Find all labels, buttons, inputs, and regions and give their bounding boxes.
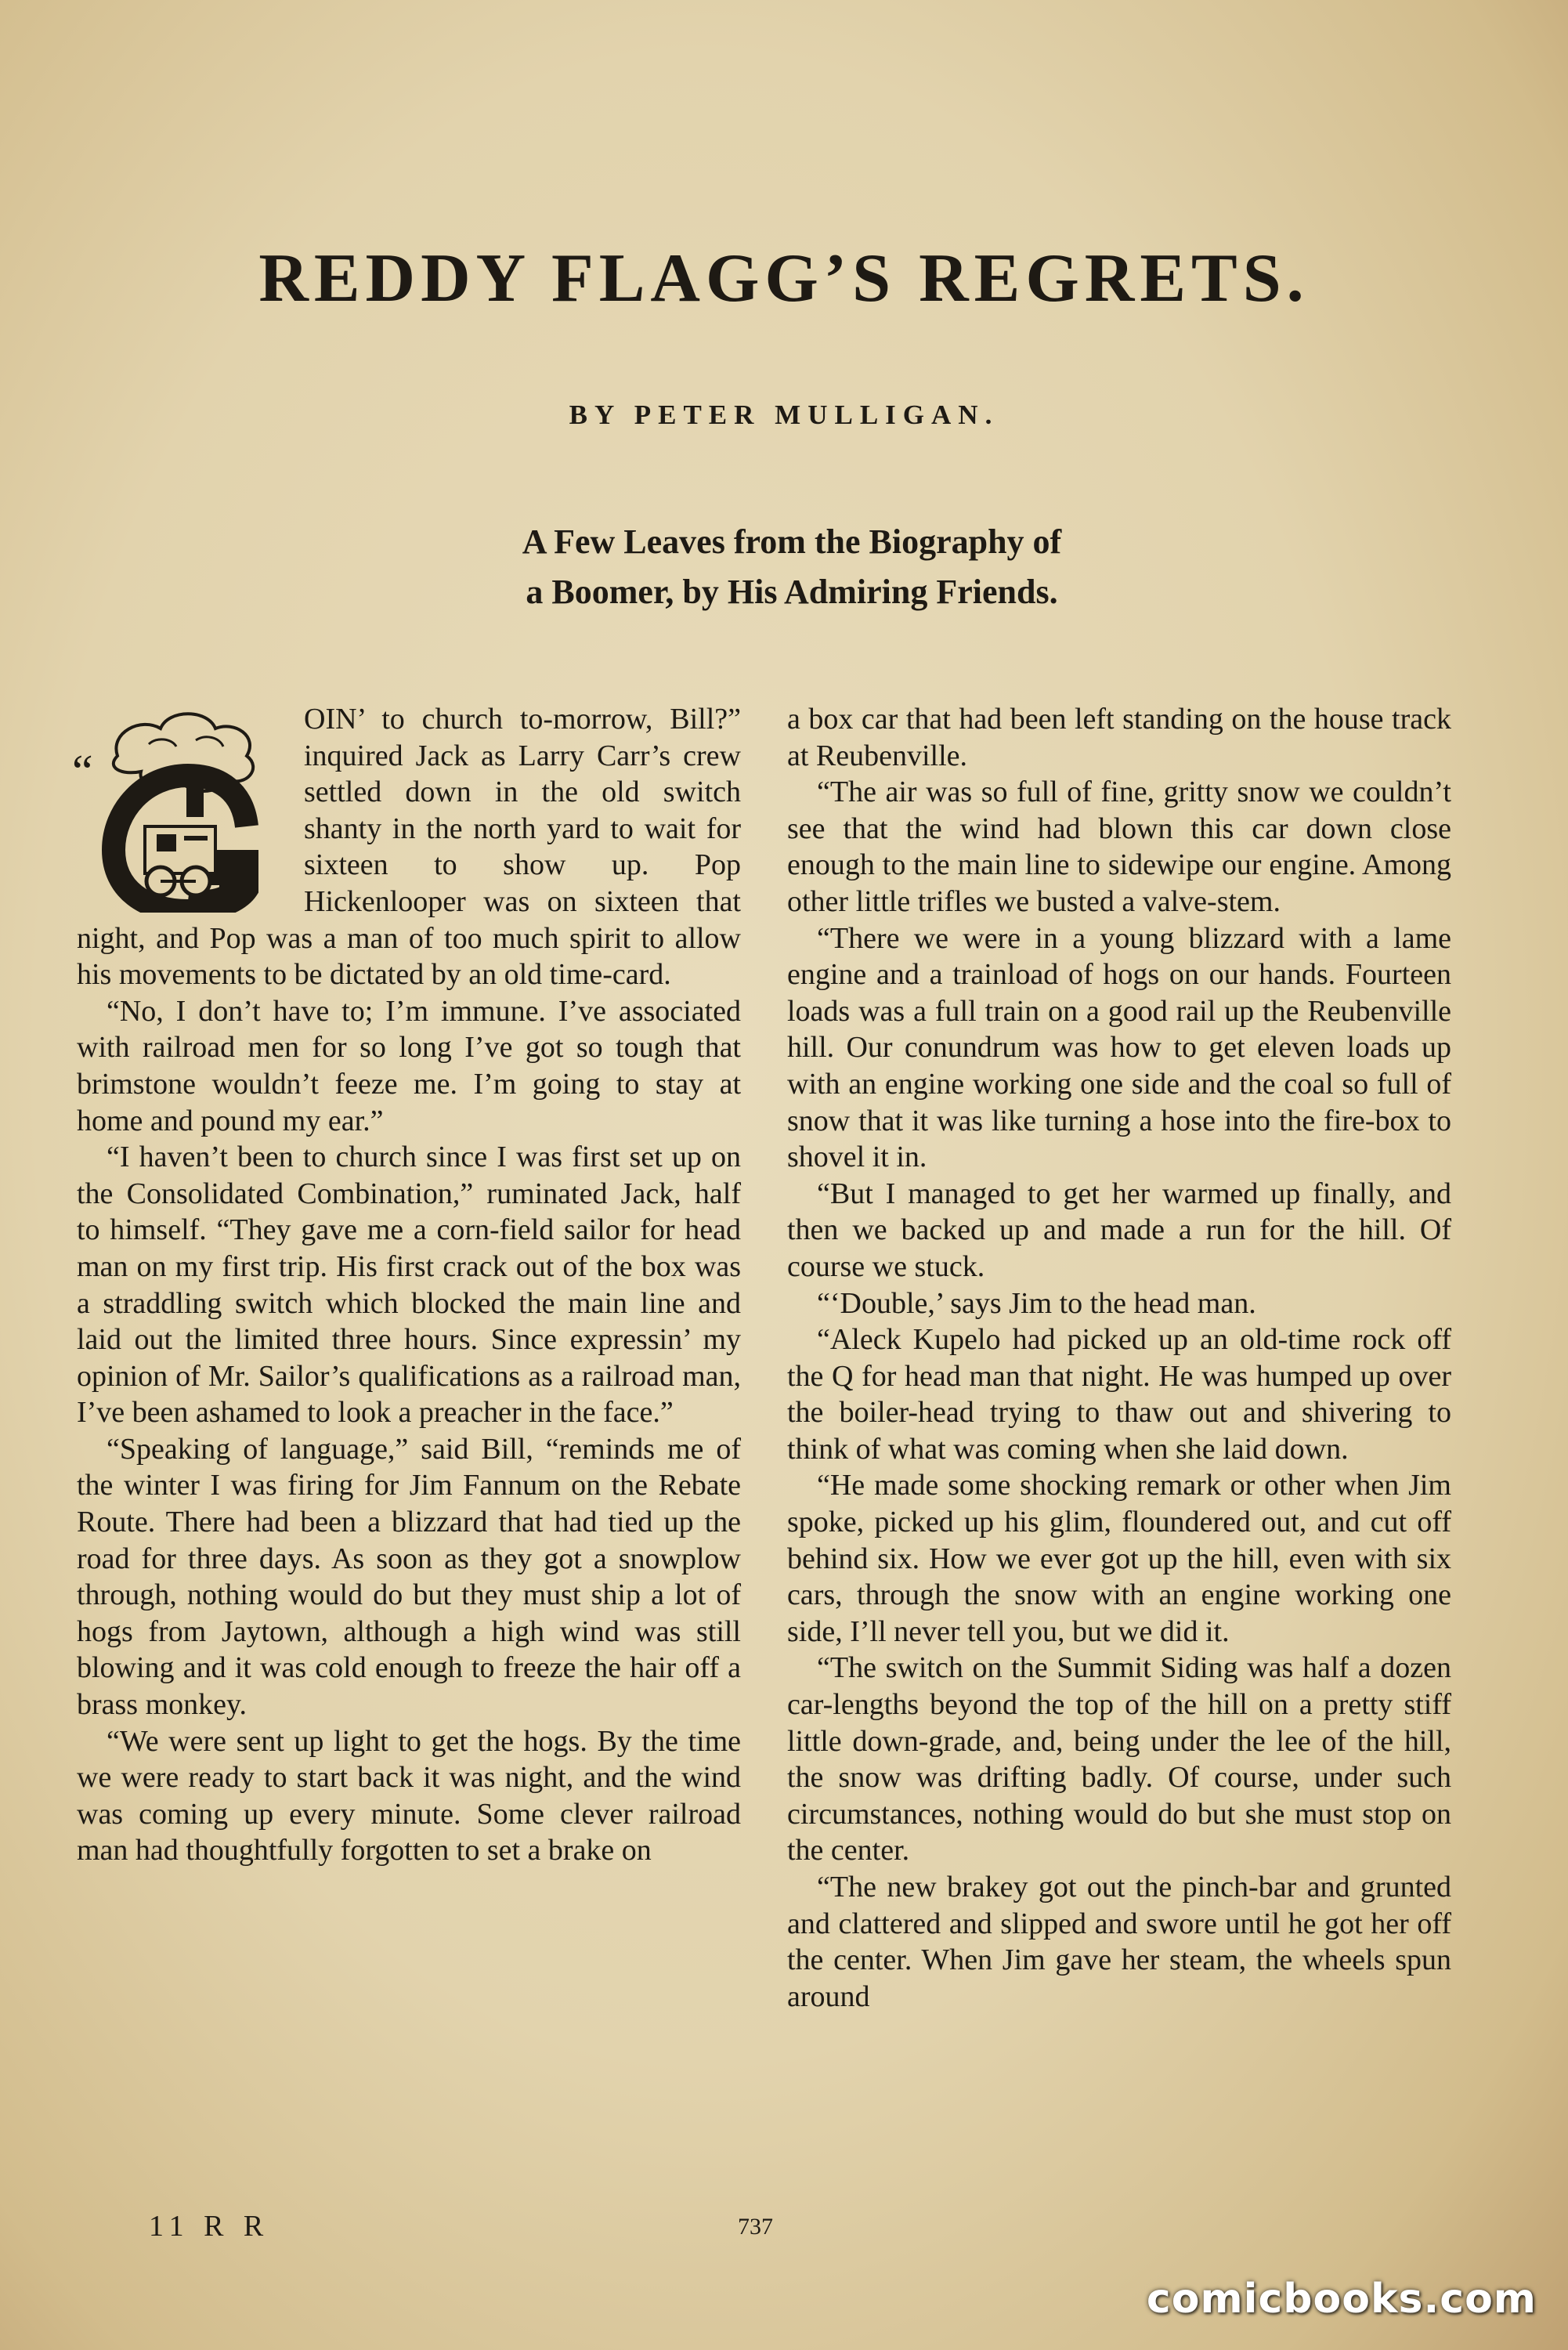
paragraph: “No, I don’t have to; I’m immune. I’ve associated with railroad men for so long I’ve got so tough that brimstone wouldn’t feeze me. I’m going to stay at home and pound my ear.” <box>77 994 741 1137</box>
subtitle-line-1: A Few Leaves from the Biography of <box>522 522 1062 561</box>
article-byline: BY PETER MULLIGAN. <box>569 400 999 430</box>
paragraph: “The new brakey got out the pinch-bar and grunted and clattered and slipped and swore until he got her off the center. When Jim gave her steam, the wheels spun around <box>787 1871 1451 2013</box>
paragraph: “The switch on the Summit Siding was half a dozen car-lengths beyond the top of the hill on a pretty stiff little down-grade, and, being under the lee of the hill, the snow was drifting badly. Of course, under such circumstances, nothing would do but she must stop on the center. <box>787 1651 1451 1867</box>
paragraph: “I haven’t been to church since I was first set up on the Consolidated Combination,” ruminated Jack, half to himself. “They gave me a corn-field sailor for head man on my first trip. His first crack out of the box was a straddling switch which blocked the main line and laid out the limited three hours. Since expressin’ my opinion of Mr. Sailor’s qualifications as a railroad man, I’ve been ashamed to look a preacher in the face.” <box>77 1141 741 1430</box>
paragraph: “There we were in a young blizzard with a lame engine and a trainload of hogs on our hands. Fourteen loads was a full train on a good rail up the Reubenville hill. Our conundrum was how to get eleven loads up with an engine working one side and the coal so full of snow that it was like turning a hose into the fire-box to shovel it in. <box>787 921 1451 1174</box>
paragraph: “‘Double,’ says Jim to the head man. <box>817 1286 1256 1320</box>
paragraph: “Speaking of language,” said Bill, “reminds me of the winter I was firing for Jim Fannum on the Rebate Route. There had been a blizzard that had tied up the road for three days. As soon as they got a snowplow through, nothing would do but they must ship a lot of hogs from Jaytown, although a high wind was still blowing and it was cold enough to freeze the hair off a brass monkey. <box>77 1432 741 1722</box>
paragraph: “He made some shocking remark or other when Jim spoke, picked up his glim, floundered out, and cut off behind six. How we ever got up the hill, even with six cars, through the snow with an engine working one side, I’ll never tell you, but we did it. <box>787 1469 1451 1648</box>
locomotive-smoke-icon <box>70 701 298 913</box>
paragraph: a box car that had been left standing on the house track at Reubenville. <box>787 703 1451 772</box>
left-column <box>72 701 741 1869</box>
paragraph: “The air was so full of fine, gritty snow we couldn’t see that the wind had blown this car down close enough to the main line to sidewipe our engine. Among other little trifles we busted a valve-stem. <box>787 776 1451 918</box>
paragraph: “But I managed to get her warmed up finally, and then we backed up and made a run for the hill. Of course we stuck. <box>787 1177 1451 1283</box>
paragraph: OIN’ to church to-morrow, Bill?” inquired Jack as Larry Carr’s crew settled down in the old switch shanty in the north yard to wait for sixteen to show up. Pop Hickenlooper was on sixteen that night, and Pop was a man of too much spirit to allow his movements to be dictated by an old time-card. <box>77 703 741 992</box>
paragraph: “We were sent up light to get the hogs. By the time we were ready to start back it was night, and the wind was coming up every minute. Some clever railroad man had thoughtfully forgotten to set a brake on <box>77 1724 741 1867</box>
subtitle-line-2: a Boomer, by His Admiring Friends. <box>526 573 1058 611</box>
svg-text:“: “ <box>72 746 93 797</box>
watermark: comicbooks.com <box>1146 2276 1537 2323</box>
page-number: 737 <box>738 2214 773 2240</box>
right-column <box>787 701 1451 2015</box>
signature-mark: 11 R R <box>149 2210 270 2243</box>
article-title: REDDY FLAGG’S REGRETS. <box>258 240 1310 316</box>
dropcap-illustration <box>70 701 298 913</box>
article-subtitle <box>0 517 1568 617</box>
paragraph: “Aleck Kupelo had picked up an old-time rock off the Q for head man that night. He was humped up over the boiler-head trying to thaw out and shivering to think of what was coming when she laid down. <box>787 1323 1451 1466</box>
